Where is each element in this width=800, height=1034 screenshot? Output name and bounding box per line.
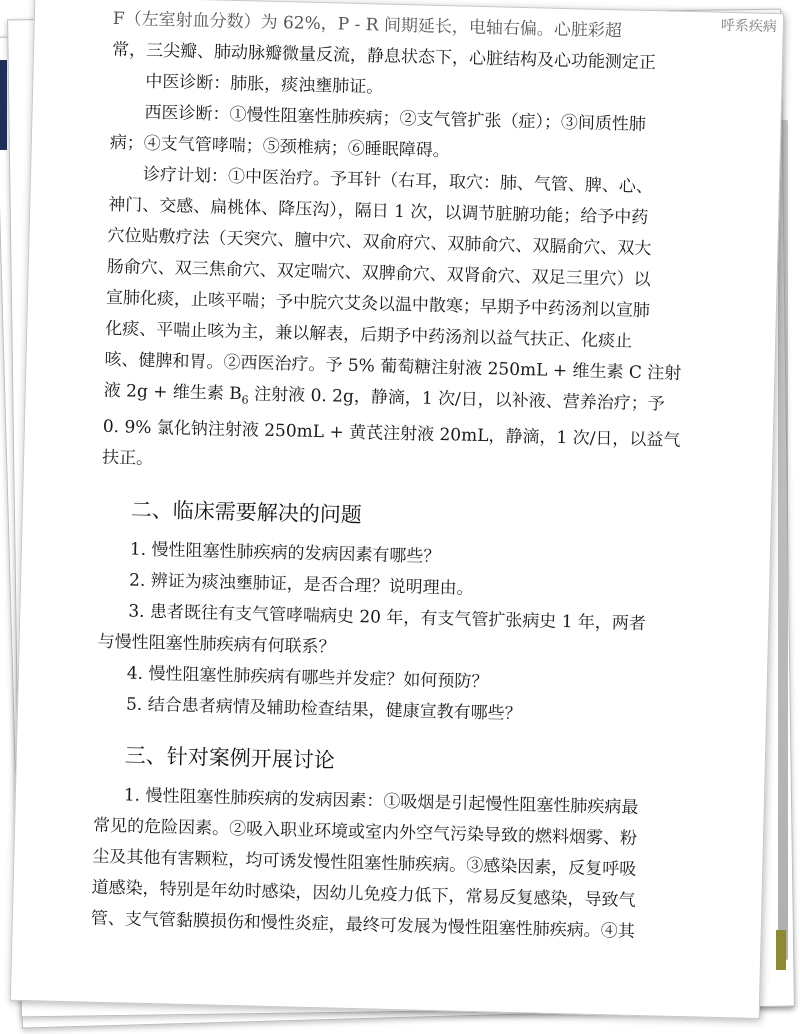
discussion-line: 1. 慢性阻塞性肺疾病的发病因素：①吸烟是引起慢性阻塞性肺疾病最: [123, 785, 639, 819]
paragraph-line: 常，三尖瓣、肺动脉瓣微量反流，静息状态下，心脏结构及心功能测定正: [111, 39, 657, 74]
subscript: 6: [241, 393, 249, 407]
book-cover-edge: [0, 60, 7, 150]
paragraph-line: 扶正。: [101, 448, 154, 470]
line-segment: 液 2g + 维生素 B: [103, 380, 243, 405]
paragraph-line: 宣肺化痰，止咳平喘；予中脘穴艾灸以温中散寒；早期予中药汤剂以宣肺: [105, 287, 651, 322]
paragraph-line: 咳、健脾和胃。②西医治疗。予 5% 葡萄糖注射液 250mL + 维生素 C 注射: [104, 349, 682, 384]
discussion-line: 常见的危险因素。②吸入职业环境或室内外空气污染导致的燃料烟雾、粉: [92, 816, 638, 850]
book-spine-edge: [776, 930, 786, 970]
paragraph-line: 穴位贴敷疗法（天突穴、膻中穴、双俞府穴、双肺俞穴、双膈俞穴、双大: [107, 225, 652, 260]
paragraph-line: 0. 9% 氯化钠注射液 250mL + 黄芪注射液 20mL，静滴，1 次/日，以益气: [102, 417, 681, 452]
section-heading: 二、临床需要解决的问题: [130, 497, 363, 528]
treatment-plan: 诊疗计划：①中医治疗。予耳针（右耳，取穴：肺、气管、脾、心、: [142, 164, 654, 198]
page-stack-edge: [778, 120, 788, 960]
paragraph-line: 病；④支气管哮喘；⑤颈椎病；⑥睡眠障碍。: [109, 132, 450, 162]
line-segment: 注射液 0. 2g，静滴，1 次/日，以补液、营养治疗；予: [248, 384, 665, 415]
cut-running-header: 呼系疾病: [720, 17, 778, 36]
paragraph-line: 肠俞穴、双三焦俞穴、双定喘穴、双脾俞穴、双肾俞穴、双足三里穴）以: [106, 256, 651, 291]
question-item: 2. 辨证为痰浊壅肺证，是否合理？说明理由。: [128, 570, 474, 600]
discussion-line: 道感染，特别是年幼时感染，因幼儿免疫力低下，常易反复感染，导致气: [91, 878, 636, 912]
question-item: 1. 慢性阻塞性肺疾病的发病因素有哪些？: [129, 539, 441, 568]
page-content: [90, 8, 752, 951]
question-item: 3. 患者既往有支气管哮喘病史 20 年，有支气管扩张病史 1 年，两者: [128, 601, 647, 635]
paragraph-line: 神门、交感、扁桃体、降压沟），隔日 1 次，以调节脏腑功能；给予中药: [108, 194, 649, 229]
question-item: 4. 慢性阻塞性肺疾病有哪些并发症？如何预防？: [126, 663, 489, 693]
discussion-line: 尘及其他有害颗粒，均可诱发慢性阻塞性肺疾病。③感染因素，反复呼吸: [92, 847, 637, 881]
paragraph-line: 化痰、平喘止咳为主，兼以解表，后期予中药汤剂以益气扶正、化痰止: [105, 318, 633, 352]
tcm-diagnosis: 中医诊断：肺胀，痰浊壅肺证。: [145, 71, 384, 98]
question-item: 5. 结合患者病情及辅助检查结果，健康宣教有哪些？: [125, 694, 522, 725]
section-heading: 三、针对案例开展讨论: [124, 743, 336, 773]
western-diagnosis: 西医诊断：①慢性阻塞性肺疾病；②支气管扩张（症）；③间质性肺: [144, 102, 647, 135]
question-item-continued: 与慢性阻塞性肺疾病有何联系？: [97, 632, 336, 658]
document-page: [10, 0, 784, 1019]
paragraph-line: F（左室射血分数）为 62%，P - R 间期延长，电轴右偏。心脏彩超: [112, 8, 623, 42]
discussion-line: 管、支气管黏膜损伤和慢性炎症，最终可发展为慢性阻塞性肺疾病。④其: [90, 909, 635, 943]
